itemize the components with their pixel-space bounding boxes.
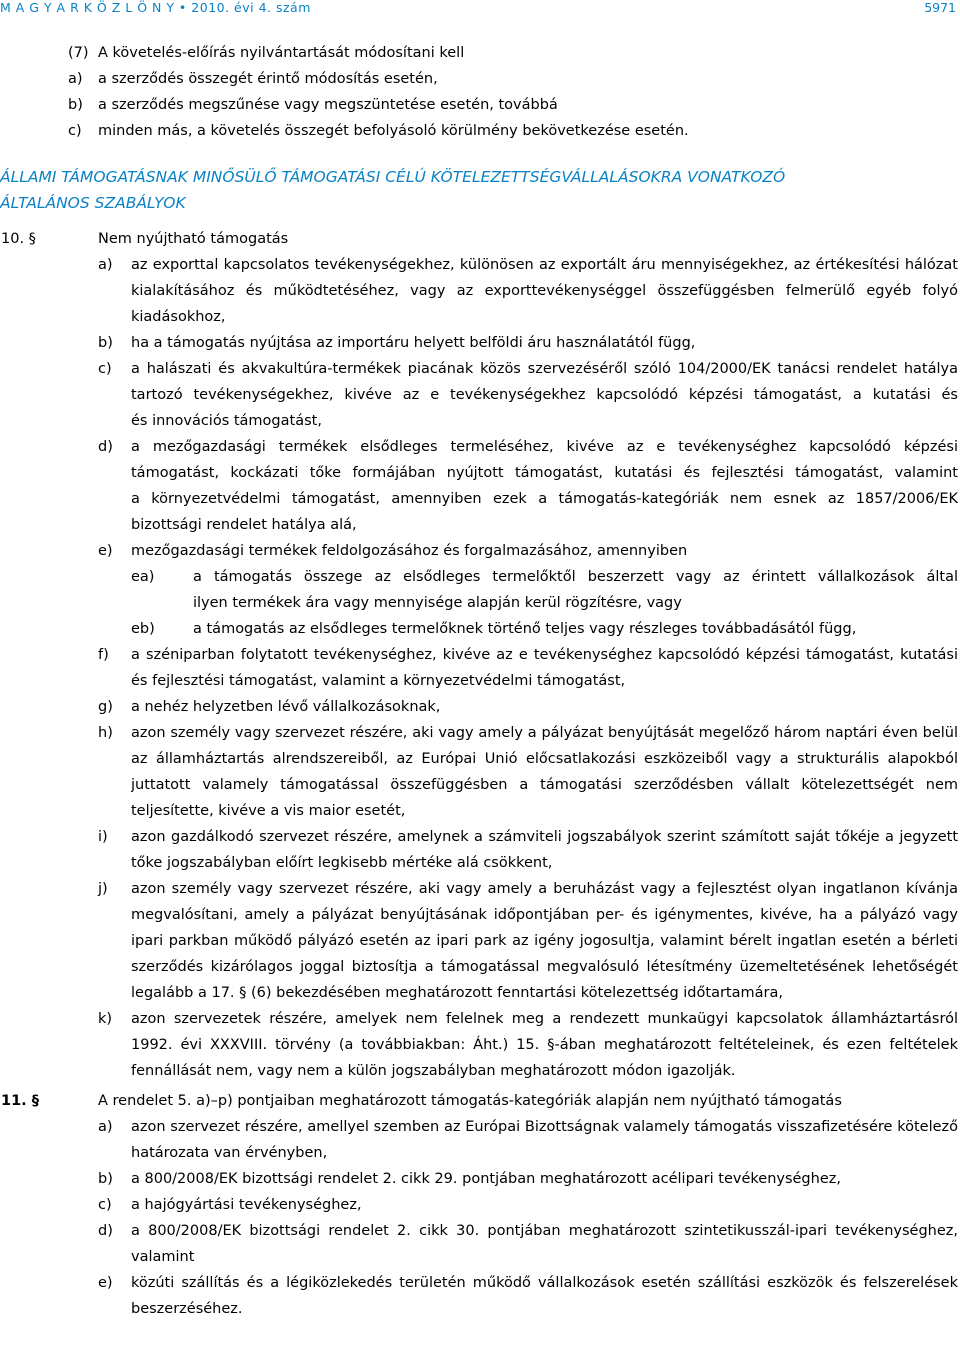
list-item-line	[0, 694, 960, 720]
list-item-line	[0, 1166, 960, 1192]
item-text: ipari parkban működő pályázó esetén az ipari park az igény jogosultja, valamint bérelt ingatlan esetén a bérleti	[131, 933, 958, 949]
list-item-line	[0, 980, 960, 1006]
item-label: d)	[98, 1223, 113, 1239]
item-label: b)	[98, 335, 113, 351]
item-text: juttatott valamely támogatással összefüggésben a támogatási szerződésben vállalt kötelezettségét nem	[131, 777, 958, 793]
item-label: eb)	[131, 621, 155, 637]
item-text: bizottsági rendelet hatálya alá,	[131, 517, 357, 533]
item-text: kiadásokhoz,	[131, 309, 226, 325]
page-number: 5971	[924, 0, 956, 15]
item-text: azon szervezet részére, amellyel szemben az Európai Bizottságnak valamely támogatás visszafizetésére kötelező	[131, 1119, 958, 1135]
section-number: 11. §	[1, 1093, 39, 1109]
item-label: k)	[98, 1011, 113, 1027]
item-text: tőke jogszabályban előírt legkisebb mértéke alá csökkent,	[131, 855, 553, 871]
item-label: a)	[98, 257, 113, 273]
item-text: szerződés kizárólagos joggal biztosítja a támogatással megvalósuló létesítmény üzemeltetésének lehetőségét	[131, 959, 958, 975]
list-item-line	[0, 330, 960, 356]
item-text: a halászati és akvakultúra-termékek piacának közös szervezéséről szóló 104/2000/EK tanácsi rendelet hatálya	[131, 361, 958, 377]
section-number: 10. §	[1, 231, 36, 247]
item-text: határozata van érvényben,	[131, 1145, 328, 1161]
list-item-line	[0, 1140, 960, 1166]
list-item-line	[0, 278, 960, 304]
item-text: a szerződés összegét érintő módosítás esetén,	[98, 71, 438, 87]
section-title: A rendelet 5. a)–p) pontjaiban meghatározott támogatás-kategóriák alapján nem nyújtható támogatás	[98, 1093, 842, 1109]
list-item-line	[0, 1114, 960, 1140]
list-item	[0, 720, 960, 824]
list-item-line	[0, 486, 960, 512]
item-label: c)	[68, 123, 82, 139]
paragraph-7	[0, 40, 960, 144]
list-item-line	[0, 668, 960, 694]
item-text: a környezetvédelmi támogatást, amennyiben ezek a támogatás-kategóriák nem esnek az 1857/2006/EK	[131, 491, 958, 507]
section-title-row	[0, 226, 960, 252]
item-label: c)	[98, 361, 112, 377]
item-text: ilyen termékek ára vagy mennyisége alapján kerül rögzítésre, vagy	[193, 595, 682, 611]
item-label: b)	[98, 1171, 113, 1187]
list-item-line	[0, 876, 960, 902]
list-item-line	[0, 642, 960, 668]
item-label: e)	[98, 543, 113, 559]
item-label: b)	[68, 97, 83, 113]
item-text: azon személy vagy szervezet részére, aki vagy amely a beruházást vagy a fejlesztést olyan ingatlanon kívánja	[131, 881, 958, 897]
paragraph-7-intro	[0, 40, 960, 66]
item-text: tartozó tevékenységekhez, kivéve az e tevékenységekhez kapcsolódó képzési támogatást, a kutatási és	[131, 387, 958, 403]
paragraph-label: (7)	[68, 45, 89, 61]
list-item-line	[0, 564, 960, 590]
list-item	[0, 92, 960, 118]
list-item-line	[0, 434, 960, 460]
item-text: a támogatás összege az elsődleges termelőktől beszerzett vagy az érintett vállalkozások által	[193, 569, 958, 585]
list-item	[0, 1270, 960, 1322]
list-item-line	[0, 928, 960, 954]
list-item-line	[0, 590, 960, 616]
item-text: megvalósítani, amely a pályázat benyújtásának időpontjában per- és igénymentes, kivéve, ha a pályázó vagy	[131, 907, 958, 923]
item-text: teljesítette, kivéve a vis maior esetét,	[131, 803, 406, 819]
list-item-line	[0, 356, 960, 382]
item-label: e)	[98, 1275, 113, 1291]
item-text: az exporttal kapcsolatos tevékenységekhez, különösen az exportált áru mennyiségekhez, az értékesítési hálózat	[131, 257, 958, 273]
list-item	[0, 1006, 960, 1084]
list-item-line	[0, 902, 960, 928]
journal-title: M A G Y A R K Ö Z L Ö N Y • 2010. évi 4. szám	[0, 0, 311, 15]
section-heading: ÁLLAMI TÁMOGATÁSNAK MINŐSÜLŐ TÁMOGATÁSI CÉLÚ KÖTELEZETTSÉGVÁLLALÁSOKRA VONATKOZÓ	[0, 168, 786, 186]
item-label: g)	[98, 699, 113, 715]
section-title: Nem nyújtható támogatás	[98, 231, 289, 247]
item-label: j)	[98, 881, 108, 897]
item-text: fennállását nem, vagy nem a külön jogszabályban meghatározott módon igazolják.	[131, 1063, 736, 1079]
list-item	[0, 356, 960, 434]
list-item-line	[0, 850, 960, 876]
page-header	[0, 0, 960, 20]
list-item-line	[0, 616, 960, 642]
item-text: ha a támogatás nyújtása az importáru helyett belföldi áru használatától függ,	[131, 335, 696, 351]
list-item-line	[0, 382, 960, 408]
list-item-line	[0, 772, 960, 798]
item-text: minden más, a követelés összegét befolyásoló körülmény bekövetkezése esetén.	[98, 123, 689, 139]
item-text: azon személy vagy szervezet részére, aki vagy amely a pályázat benyújtását megelőző három naptári éven belül	[131, 725, 958, 741]
item-text: az államháztartás alrendszereiből, az Európai Unió előcsatlakozási eszközeiből vagy a strukturális alapokból	[131, 751, 958, 767]
list-item	[0, 538, 960, 564]
list-item-line	[0, 746, 960, 772]
item-label: i)	[98, 829, 108, 845]
list-item	[0, 824, 960, 876]
list-item	[0, 330, 960, 356]
item-text: a hajógyártási tevékenységhez,	[131, 1197, 362, 1213]
item-label: a)	[68, 71, 83, 87]
list-item-line	[0, 538, 960, 564]
list-item	[0, 434, 960, 538]
list-item-line	[0, 512, 960, 538]
list-item-line	[0, 1244, 960, 1270]
section-title-row	[0, 1088, 960, 1114]
item-text: kialakításához és működtetéséhez, vagy az exporttevékenységgel összefüggésben felmerülő egyéb folyó	[131, 283, 958, 299]
section-11	[0, 1088, 960, 1322]
list-item	[0, 616, 960, 642]
item-text: a 800/2008/EK bizottsági rendelet 2. cikk 29. pontjában meghatározott acélipari tevékenységhez,	[131, 1171, 841, 1187]
item-text: azon szervezetek részére, amelyek nem felelnek meg a rendezett munkaügyi kapcsolatok államháztartásról	[131, 1011, 958, 1027]
item-text: és fejlesztési támogatást, valamint a környezetvédelmi támogatást,	[131, 673, 626, 689]
list-item	[0, 1166, 960, 1192]
list-item-line	[0, 954, 960, 980]
list-item-line	[0, 1296, 960, 1322]
item-text: a támogatás az elsődleges termelőknek történő teljes vagy részleges továbbadásától függ,	[193, 621, 857, 637]
list-item	[0, 1192, 960, 1218]
list-item-line	[0, 304, 960, 330]
section-10	[0, 226, 960, 1084]
list-item	[0, 1114, 960, 1166]
list-item	[0, 66, 960, 92]
item-text: közúti szállítás és a légiközlekedés területén működő vállalkozások esetén szállítási eszközök és felszerelések	[131, 1275, 958, 1291]
item-label: d)	[98, 439, 113, 455]
list-item-line	[0, 720, 960, 746]
item-text: és innovációs támogatást,	[131, 413, 322, 429]
item-label: a)	[98, 1119, 113, 1135]
item-text: támogatást, kockázati tőke formájában nyújtott támogatást, kutatási és fejlesztési támogatást, valamint	[131, 465, 958, 481]
item-text: a nehéz helyzetben lévő vállalkozásoknak,	[131, 699, 441, 715]
list-item-line	[0, 252, 960, 278]
item-label: ea)	[131, 569, 155, 585]
list-item-line	[0, 408, 960, 434]
item-text: valamint	[131, 1249, 195, 1265]
item-label: h)	[98, 725, 113, 741]
paragraph-text: A követelés-előírás nyilvántartását módosítani kell	[98, 45, 465, 61]
list-item-line	[0, 1218, 960, 1244]
item-text: a 800/2008/EK bizottsági rendelet 2. cikk 30. pontjában meghatározott szintetikusszál-ipari tevékenységhez,	[131, 1223, 958, 1239]
list-item	[0, 876, 960, 1006]
item-text: azon gazdálkodó szervezet részére, amelynek a számviteli jogszabályok szerint számított saját tőkéje a jegyzett	[131, 829, 958, 845]
item-text: a széniparban folytatott tevékenységhez, kivéve az e tevékenységhez kapcsolódó képzési támogatást, kutatási	[131, 647, 958, 663]
section-heading-continued: ÁLTALÁNOS SZABÁLYOK	[0, 194, 186, 212]
item-label: c)	[98, 1197, 112, 1213]
list-item-line	[0, 1032, 960, 1058]
list-item-line	[0, 1006, 960, 1032]
list-item-line	[0, 1270, 960, 1296]
list-item-line	[0, 1058, 960, 1084]
item-text: legalább a 17. § (6) bekezdésében meghatározott fenntartási kötelezettség időtartamára,	[131, 985, 783, 1001]
item-text: beszerzéséhez.	[131, 1301, 243, 1317]
list-item	[0, 118, 960, 144]
list-item	[0, 252, 960, 330]
document-body	[0, 40, 960, 1322]
item-text: 1992. évi XXXVIII. törvény (a továbbiakban: Áht.) 15. §-ában meghatározott feltételeinek, és ezen feltételek	[131, 1037, 958, 1053]
list-item	[0, 564, 960, 616]
list-item-line	[0, 824, 960, 850]
list-item	[0, 642, 960, 694]
list-item	[0, 694, 960, 720]
list-item-line	[0, 460, 960, 486]
item-text: mezőgazdasági termékek feldolgozásához és forgalmazásához, amennyiben	[131, 543, 688, 559]
list-item-line	[0, 1192, 960, 1218]
list-item-line	[0, 798, 960, 824]
list-item	[0, 1218, 960, 1270]
item-text: a mezőgazdasági termékek elsődleges termeléséhez, kivéve az e tevékenységhez kapcsolódó képzési	[131, 439, 958, 455]
item-label: f)	[98, 647, 109, 663]
item-text: a szerződés megszűnése vagy megszüntetése esetén, továbbá	[98, 97, 558, 113]
